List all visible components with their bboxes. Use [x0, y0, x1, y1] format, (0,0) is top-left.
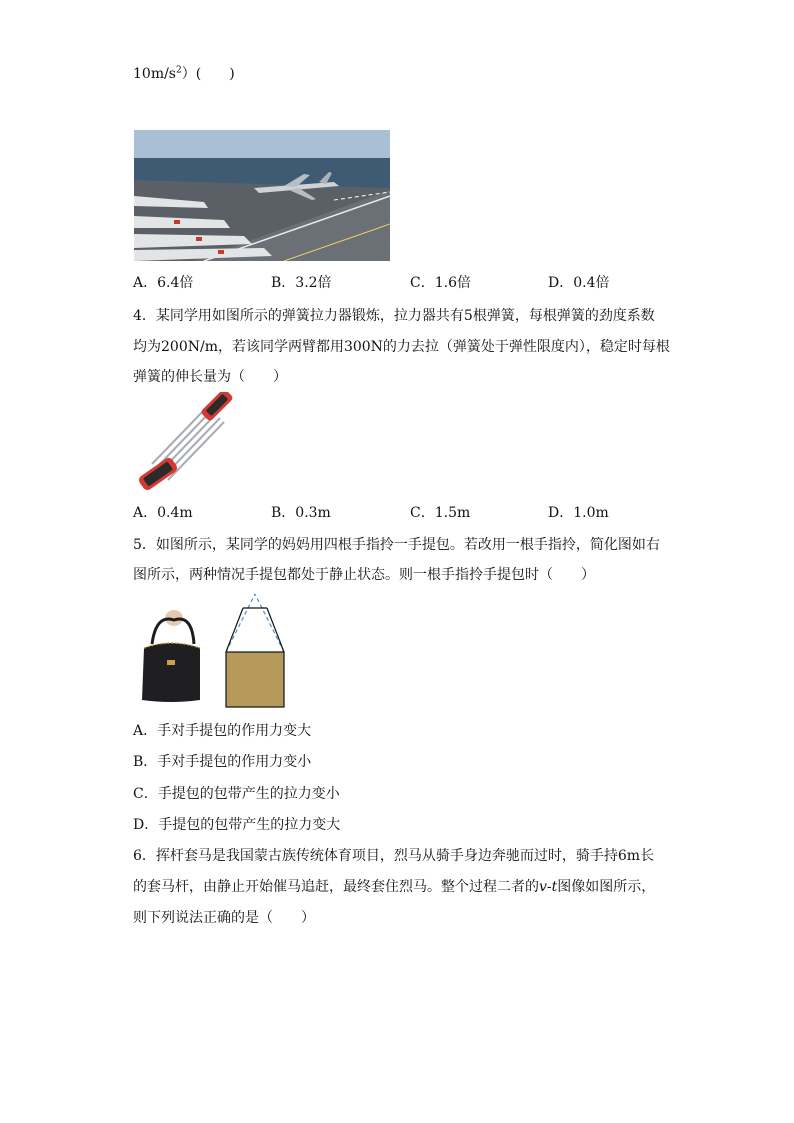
strap-left — [226, 608, 243, 652]
question-6-line-2: 的套马杆，由静止开始催马追赶，最终套住烈马。整个过程二者的v-t图像如图所示， — [133, 879, 656, 895]
question-6-line-3: 则下列说法正确的是（ ） — [133, 910, 315, 926]
option-b[interactable]: B．手对手提包的作用力变小 — [133, 754, 312, 770]
question-5-line-2: 图所示，两种情况手提包都处于静止状态。则一根手指拎手提包时（ ） — [133, 567, 595, 583]
option-b[interactable]: B．0.3m — [271, 505, 331, 521]
option-a[interactable]: A．0.4m — [133, 505, 193, 521]
question-4-options — [133, 503, 693, 523]
bag-box — [226, 652, 284, 707]
question-3-options — [133, 273, 693, 293]
handbag-photo — [138, 608, 204, 704]
aircraft-carrier-photo — [134, 130, 390, 261]
question-5-line-1: 5．如图所示，某同学的妈妈用四根手指拎一手提包。若改用一根手指拎，简化图如右 — [133, 537, 660, 553]
option-a[interactable]: A．6.4倍 — [133, 275, 194, 291]
question-6-line-1: 6．挥杆套马是我国蒙古族传统体育项目，烈马从骑手身边奔驰而过时，骑手持6m长 — [133, 848, 655, 864]
question-4-line-3: 弹簧的伸长量为（ ） — [133, 369, 287, 385]
dashed-strap-left — [226, 594, 255, 652]
question-continuation: $10m/s^2$）( ) — [133, 65, 235, 82]
vt-variable: v-t — [539, 879, 558, 895]
option-d[interactable]: D．1.0m — [548, 505, 609, 521]
dashed-strap-right — [255, 594, 284, 652]
option-c[interactable]: C．手提包的包带产生的拉力变小 — [133, 786, 340, 802]
option-c[interactable]: C．1.5m — [410, 505, 471, 521]
option-c[interactable]: C．1.6倍 — [410, 275, 471, 291]
bag-body — [142, 643, 200, 702]
question-4-line-2: 均为200N/m，若该同学两臂都用300N的力去拉（弹簧处于弹性限度内），稳定时每根 — [133, 339, 670, 355]
bag-diagram — [220, 592, 290, 709]
question-4-line-1: 4．某同学用如图所示的弹簧拉力器锻炼，拉力器共有5根弹簧，每根弹簧的劲度系数 — [133, 308, 655, 324]
option-b[interactable]: B．3.2倍 — [271, 275, 332, 291]
option-a[interactable]: A．手对手提包的作用力变大 — [133, 723, 312, 739]
spring-expander-figure — [132, 392, 242, 498]
option-d[interactable]: D．0.4倍 — [548, 275, 610, 291]
option-d[interactable]: D．手提包的包带产生的拉力变大 — [133, 817, 341, 833]
strap-right — [267, 608, 284, 652]
